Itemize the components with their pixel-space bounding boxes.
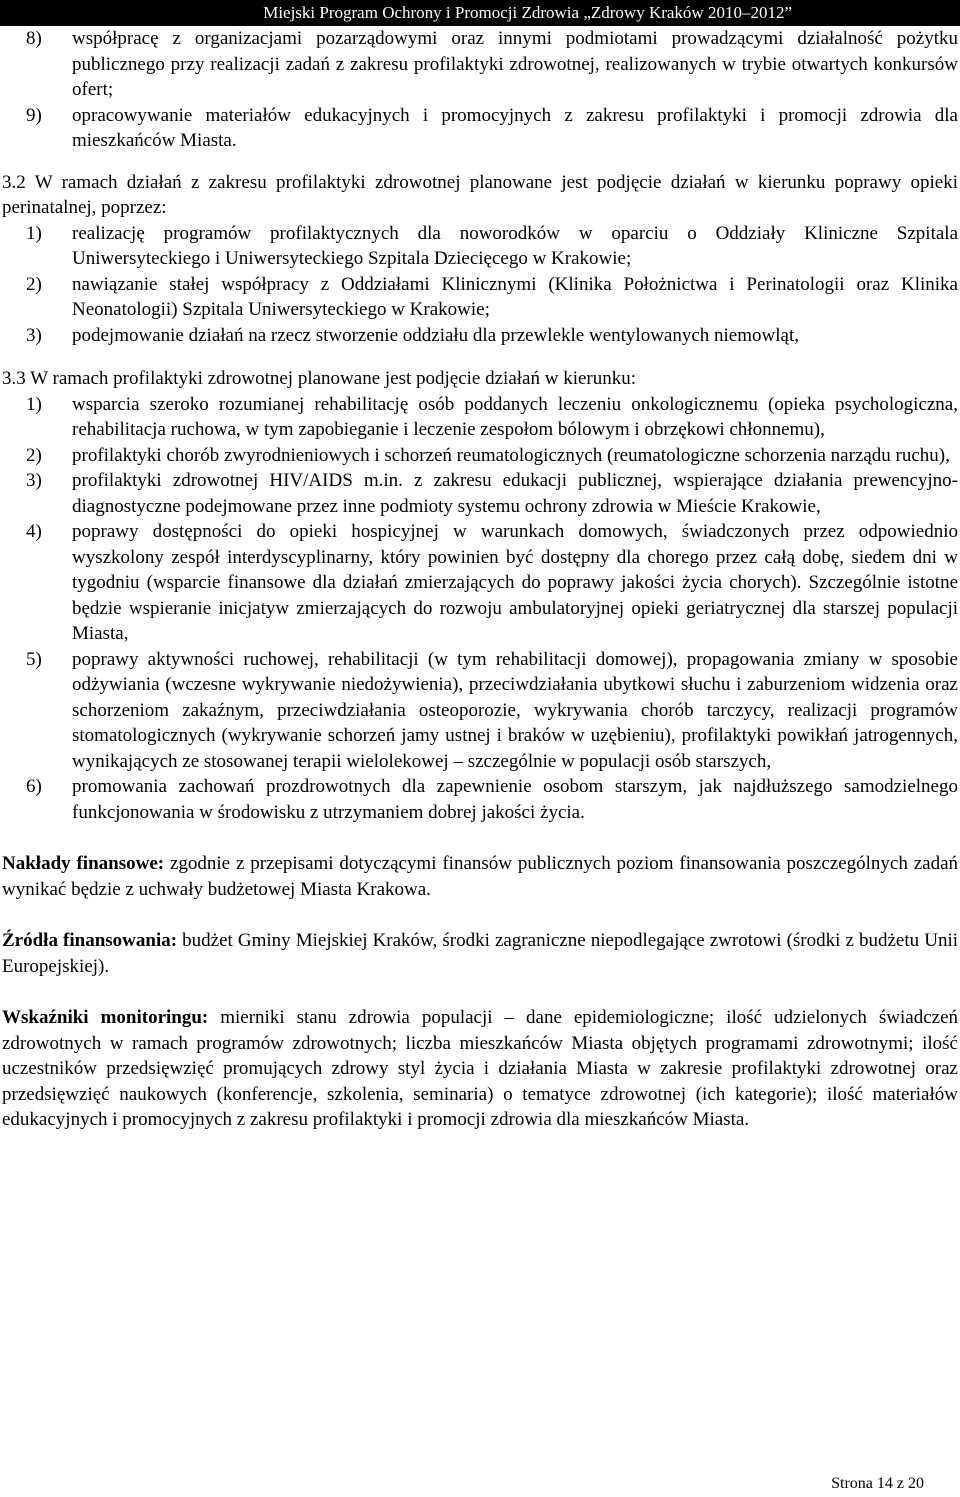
list-item: [2, 323, 958, 349]
financing-label: Nakłady finansowe:: [2, 853, 165, 874]
page-header: Miejski Program Ochrony i Promocji Zdrowia „Zdrowy Kraków 2010–2012”: [0, 0, 960, 26]
document-body: [2, 26, 958, 1133]
list-item: [2, 519, 958, 647]
list-text: opracowywanie materiałów edukacyjnych i promocyjnych z zakresu profilaktyki i promocji zdrowia dla mieszkańców Miasta.: [72, 104, 958, 151]
monitoring-text: mierniki stanu zdrowia populacji – dane epidemiologiczne; ilość udzielonych świadczeń zdrowotnych w ramach programów zdrowotnych; liczba mieszkańców Miasta objętych programami zdrowotnymi; ilość uczestników przedsięwzięć promujących zdrowy styl życia i działania Miasta w zakresie profilaktyki zdrowotnej oraz przedsięwzięć naukowych (konferencje, szkolenia, seminaria) o tematyce zdrowotnej (ich kategorie); ilość materiałów edukacyjnych i promocyjnych z zakresu profilaktyki i promocji zdrowia dla mieszkańców Miasta.: [2, 1007, 959, 1130]
list-item: [2, 272, 958, 323]
list-text: podejmowanie działań na rzecz stworzenie oddziału dla przewlekle wentylowanych niemowląt,: [72, 324, 799, 346]
list-number: 2): [26, 444, 42, 466]
list-number: 1): [26, 222, 42, 244]
page-number: Strona 14 z 20: [831, 1475, 924, 1492]
list-number: 1): [26, 393, 42, 415]
list-number: 2): [26, 273, 42, 295]
list-text: wsparcia szeroko rozumianej rehabilitację osób poddanych leczeniu onkologicznemu (opieka psychologiczna, rehabilitacja ruchowa, w tym zapobieganie i leczenie zespołom bólowym i obrzękowi chłonnemu),: [72, 393, 958, 440]
list-text: promowania zachowań prozdrowotnych dla zapewnienie osobom starszym, jak najdłuższego samodzielnego funkcjonowania w środowisku z utrzymaniem dobrej jakości życia.: [72, 776, 958, 823]
section-3-2: [2, 170, 958, 349]
list-number: 5): [26, 648, 42, 670]
top-list: [2, 26, 958, 154]
list-number: 6): [26, 776, 42, 797]
list-text: profilaktyki zdrowotnej HIV/AIDS m.in. z zakresu edukacji publicznej, wspierające działania prewencyjno-diagnostyczne podejmowane przez inne podmioty systemu ochrony zdrowia w Mieście Krakowie,: [72, 470, 958, 517]
list-text: poprawy aktywności ruchowej, rehabilitacji (w tym rehabilitacji domowej), propagowania zmiany w sposobie odżywiania (wczesne wykrywanie niedożywienia), przeciwdziałania ubytkowi słuchu i zaburzeniom widzenia oraz schorzeniom zakaźnym, przeciwdziałania osteoporozie, wykrywania chorób tarczycy, realizacji programów stomatologicznych (wykrywanie schorzeń jamy ustnej i braków w uzębieniu), profilaktyki powikłań jatrogennych, wynikających ze stosowanej terapii wielolekowej – szczególnie w populacji osób starszych,: [72, 648, 958, 772]
list-item: [2, 103, 958, 154]
monitoring-label: Wskaźniki monitoringu:: [2, 1007, 209, 1028]
financing-text: zgodnie z przepisami dotyczącymi finansów publicznych poziom finansowania poszczególnych zadań wynikać będzie z uchwały budżetowej Miasta Krakowa.: [2, 853, 959, 900]
funding-sources-text: budżet Gminy Miejskiej Kraków, środki zagraniczne niepodlegające zwrotowi (środki z budżetu Unii Europejskiej).: [2, 930, 958, 977]
list-item: [2, 647, 958, 775]
section-3-3: [2, 366, 958, 825]
list-item: [2, 392, 958, 443]
list-item: [2, 443, 958, 469]
list-number: 8): [26, 28, 42, 49]
list-text: profilaktyki chorób zwyrodnieniowych i schorzeń reumatologicznych (reumatologiczne schorzenia narządu ruchu),: [72, 444, 950, 466]
list-item: [2, 221, 958, 272]
list-text: realizację programów profilaktycznych dla noworodków w oparciu o Oddziały Kliniczne Szpitala Uniwersyteckiego i Uniwersyteckiego Szpitala Dziecięcego w Krakowie;: [72, 222, 958, 269]
list-number: 3): [26, 324, 42, 346]
list-text: współpracę z organizacjami pozarządowymi oraz innymi podmiotami prowadzącymi działalność pożytku publicznego przy realizacji zadań z zakresu profilaktyki zdrowotnej, realizowanych w trybie otwartych konkursów ofert;: [72, 28, 958, 100]
list-item: [2, 774, 958, 825]
list-text: poprawy dostępności do opieki hospicyjnej w warunkach domowych, świadczonych przez odpowiednio wyszkolony zespół interdyscyplinarny, który powinien być dostępny dla chorego przez całą dobę, siedem dni w tygodniu (wsparcie finansowe dla działań zmierzających do poprawy jakości życia chorych). Szczególnie istotne będzie wspieranie inicjatyw zmierzających do rozwoju ambulatoryjnej opieki geriatrycznej dla starszej populacji Miasta,: [72, 521, 958, 644]
list-number: 4): [26, 521, 42, 542]
monitoring-paragraph: [2, 1005, 958, 1133]
financing-paragraph: [2, 851, 958, 902]
list-item: [2, 26, 958, 103]
list-number: 3): [26, 470, 42, 491]
section-intro: 3.2 W ramach działań z zakresu profilaktyki zdrowotnej planowane jest podjęcie działań w kierunku poprawy opieki perinatalnej, poprzez:: [2, 171, 958, 218]
list-item: [2, 468, 958, 519]
list-number: 9): [26, 104, 42, 126]
funding-sources-paragraph: [2, 928, 958, 979]
funding-sources-label: Źródła finansowania:: [2, 930, 178, 951]
list-text: nawiązanie stałej współpracy z Oddziałami Klinicznymi (Klinika Położnictwa i Perinatologii oraz Klinika Neonatologii) Szpitala Uniwersyteckiego w Krakowie;: [72, 273, 958, 320]
section-intro: 3.3 W ramach profilaktyki zdrowotnej planowane jest podjęcie działań w kierunku:: [2, 368, 637, 389]
